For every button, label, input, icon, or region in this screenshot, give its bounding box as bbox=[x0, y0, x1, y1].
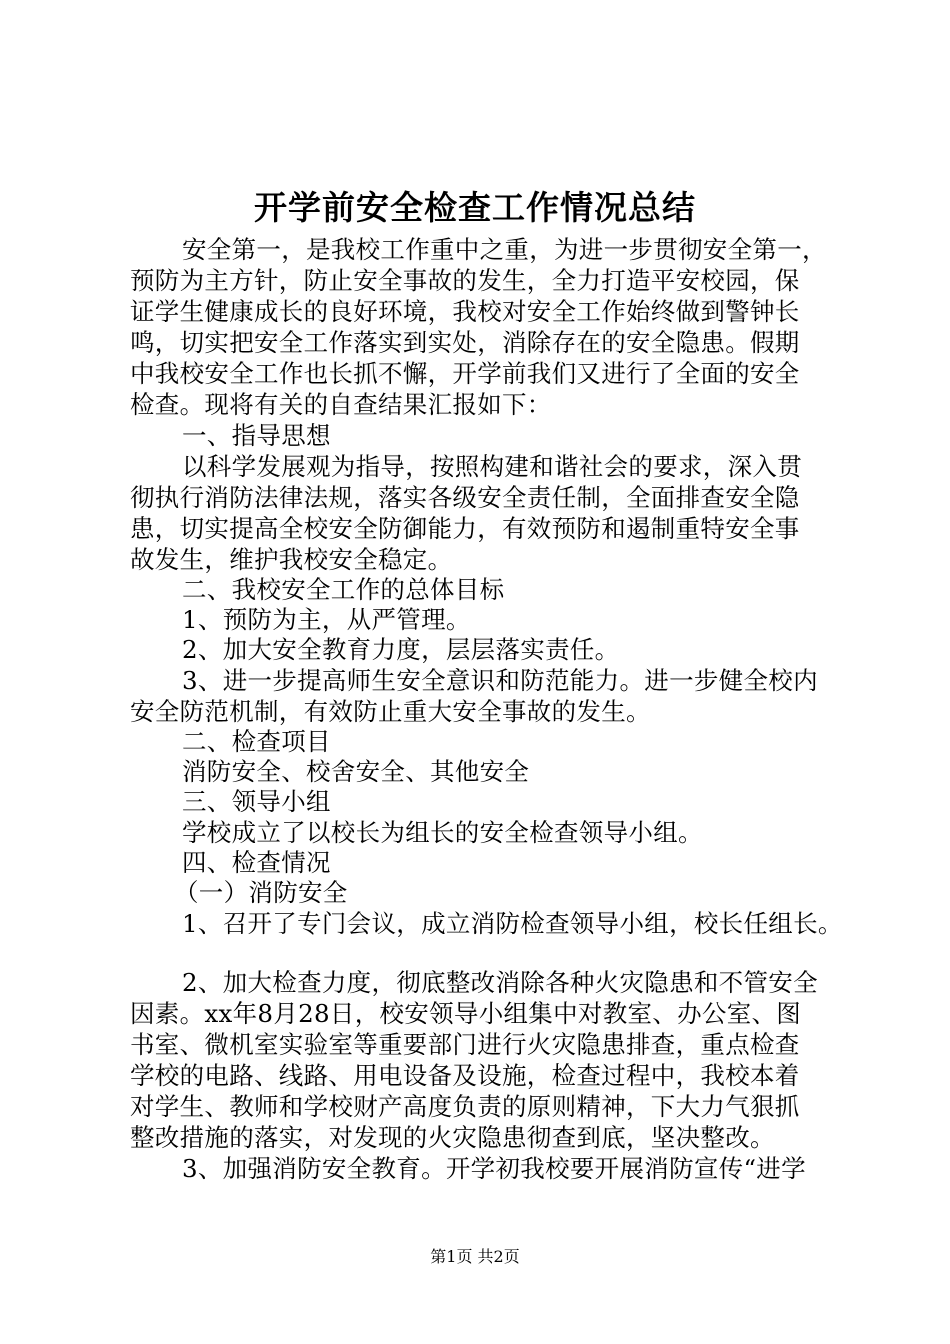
paragraph-line: 检查。现将有关的自查结果汇报如下： bbox=[130, 390, 552, 419]
paragraph-line: 预防为主方针，防止安全事故的发生，全力打造平安校园，保 bbox=[130, 266, 800, 295]
paragraph-line: 患，切实提高全校安全防御能力，有效预防和遏制重特安全事 bbox=[130, 514, 800, 543]
paragraph-line: 学校的电路、线路、用电设备及设施，检查过程中，我校本着 bbox=[130, 1061, 800, 1090]
paragraph-line: 学校成立了以校长为组长的安全检查领导小组。 bbox=[182, 818, 703, 847]
paragraph-line: 因素。xx年8月28日，校安领导小组集中对教室、办公室、图 bbox=[130, 999, 802, 1028]
list-item: 2、加大安全教育力度，层层落实责任。 bbox=[182, 635, 620, 664]
list-item: 2、加大检查力度，彻底整改消除各种火灾隐患和不管安全 bbox=[182, 968, 818, 997]
paragraph-line: 彻执行消防法律法规，落实各级安全责任制，全面排查安全隐 bbox=[130, 483, 800, 512]
document-title: 开学前安全检查工作情况总结 bbox=[254, 188, 696, 227]
list-item: 1、召开了专门会议，成立消防检查领导小组，校长任组长。 bbox=[182, 909, 843, 938]
paragraph-line: 整改措施的落实，对发现的火灾隐患彻查到底，坚决整改。 bbox=[130, 1123, 775, 1152]
section-heading: 四、检查情况 bbox=[182, 848, 331, 877]
section-heading: 三、领导小组 bbox=[182, 787, 331, 816]
section-heading: 一、指导思想 bbox=[182, 421, 331, 450]
paragraph-line: 安全第一，是我校工作重中之重，为进一步贯彻安全第一， bbox=[182, 235, 827, 264]
paragraph-line: 安全防范机制，有效防止重大安全事故的发生。 bbox=[130, 697, 651, 726]
section-heading: 二、我校安全工作的总体目标 bbox=[182, 575, 505, 604]
paragraph-line: 故发生，维护我校安全稳定。 bbox=[130, 545, 453, 574]
paragraph-line: 对学生、教师和学校财产高度负责的原则精神，下大力气狠抓 bbox=[130, 1092, 800, 1121]
paragraph-line: 以科学发展观为指导，按照构建和谐社会的要求，深入贯 bbox=[182, 452, 802, 481]
paragraph-line: 消防安全、校舍安全、其他安全 bbox=[182, 757, 530, 786]
section-heading: 二、检查项目 bbox=[182, 727, 331, 756]
paragraph-line: 中我校安全工作也长抓不懈，开学前我们又进行了全面的安全 bbox=[130, 359, 800, 388]
list-item: 1、预防为主，从严管理。 bbox=[182, 605, 471, 634]
paragraph-line: 书室、微机室实验室等重要部门进行火灾隐患排查，重点检查 bbox=[130, 1030, 800, 1059]
paragraph-line: 鸣，切实把安全工作落实到实处，消除存在的安全隐患。假期 bbox=[130, 328, 800, 357]
list-item: 3、加强消防安全教育。开学初我校要开展消防宣传“进学 bbox=[182, 1154, 806, 1183]
paragraph-line: 证学生健康成长的良好环境，我校对安全工作始终做到警钟长 bbox=[130, 297, 800, 326]
subsection-heading: （一）消防安全 bbox=[174, 878, 348, 907]
page-number: 第1页 共2页 bbox=[430, 1247, 520, 1266]
list-item: 3、进一步提高师生安全意识和防范能力。进一步健全校内 bbox=[182, 666, 818, 695]
